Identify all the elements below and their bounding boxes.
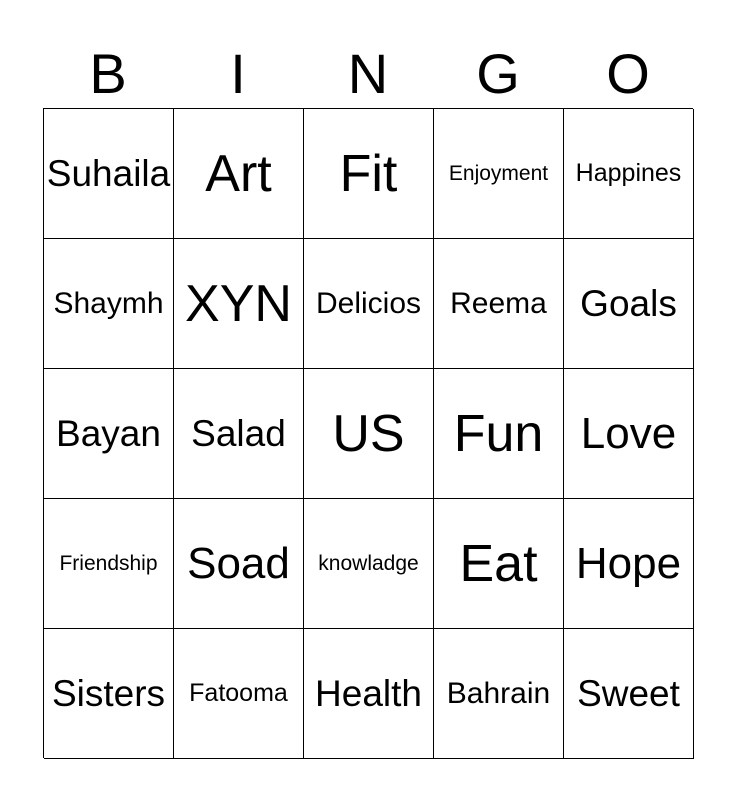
header-letter-b: B xyxy=(89,42,127,105)
bingo-cell[interactable]: Love xyxy=(564,369,694,499)
bingo-cell[interactable]: Bahrain xyxy=(434,629,564,759)
header-letter-g: G xyxy=(476,42,520,105)
bingo-cell[interactable]: Shaymh xyxy=(44,239,174,369)
bingo-cell[interactable]: Sweet xyxy=(564,629,694,759)
bingo-cell[interactable]: Fatooma xyxy=(174,629,304,759)
bingo-cell[interactable]: Fit xyxy=(304,109,434,239)
bingo-cell[interactable]: Reema xyxy=(434,239,564,369)
header-letter-i: I xyxy=(230,42,246,105)
bingo-cell[interactable]: Suhaila xyxy=(44,109,174,239)
bingo-cell[interactable]: Salad xyxy=(174,369,304,499)
bingo-header xyxy=(43,40,693,108)
bingo-cell[interactable]: Goals xyxy=(564,239,694,369)
bingo-cell[interactable]: Delicios xyxy=(304,239,434,369)
bingo-cell[interactable]: XYN xyxy=(174,239,304,369)
bingo-cell[interactable]: Enjoyment xyxy=(434,109,564,239)
bingo-cell[interactable]: Bayan xyxy=(44,369,174,499)
bingo-cell[interactable]: Sisters xyxy=(44,629,174,759)
bingo-cell[interactable]: Friendship xyxy=(44,499,174,629)
bingo-cell[interactable]: Health xyxy=(304,629,434,759)
bingo-cell[interactable]: Soad xyxy=(174,499,304,629)
header-letter-o: O xyxy=(606,42,650,105)
bingo-cell[interactable]: knowladge xyxy=(304,499,434,629)
bingo-cell[interactable]: Hope xyxy=(564,499,694,629)
bingo-cell[interactable]: Eat xyxy=(434,499,564,629)
header-letter-n: N xyxy=(347,42,389,105)
bingo-cell[interactable]: Fun xyxy=(434,369,564,499)
bingo-cell[interactable]: Happines xyxy=(564,109,694,239)
bingo-cell[interactable]: Art xyxy=(174,109,304,239)
bingo-board xyxy=(43,108,693,758)
bingo-cell[interactable]: US xyxy=(304,369,434,499)
